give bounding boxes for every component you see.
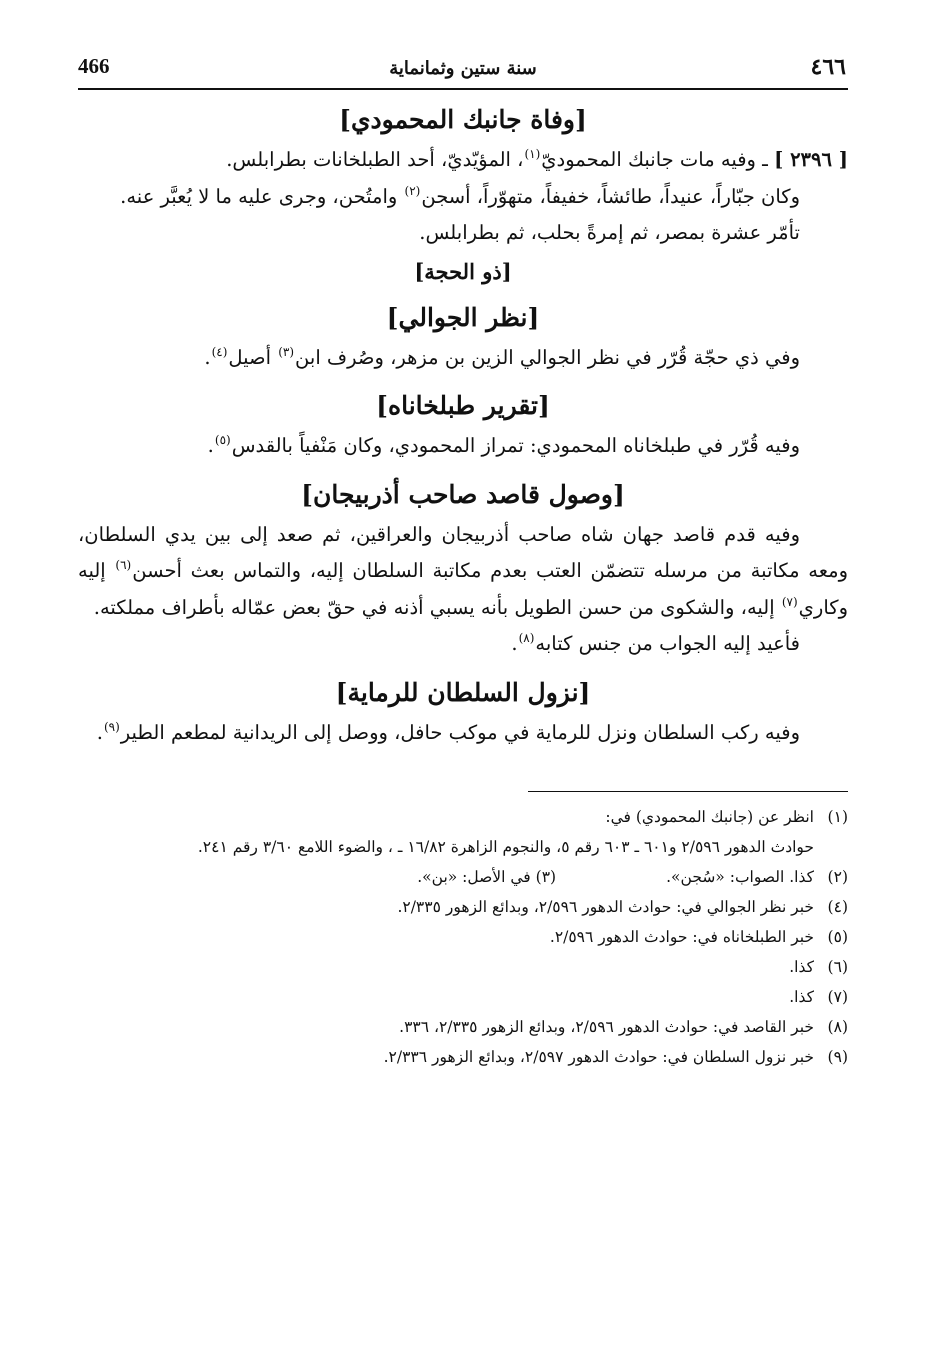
footnote-ref-5[interactable]: (٥) [214, 433, 231, 447]
footnote-4 [78, 892, 848, 922]
footnote-ref-8[interactable]: (٨) [518, 631, 535, 645]
footnote-ref-1[interactable]: (١) [524, 147, 541, 161]
entry-paragraph-2396 [78, 142, 848, 179]
paragraph-character [78, 179, 848, 216]
footnote-text: كذا. الصواب: «سُجن». [666, 868, 814, 886]
footnote-ref-9[interactable]: (٩) [103, 719, 120, 734]
footnote-marker: (٨) [827, 1018, 848, 1036]
section-heading-death-janibak: [وفاة جانبك المحمودي] [339, 105, 587, 134]
footnote-text: كذا. [789, 958, 814, 976]
paragraph-text: . [511, 632, 518, 655]
paragraph-jawali [78, 340, 848, 377]
paragraph-text: ـ وفيه مات جانبك المحموديّ [541, 148, 775, 171]
running-title: سنة ستين وثمانماية [389, 58, 537, 79]
paragraph-reply [78, 626, 848, 663]
footnote-marker: (٣) [535, 868, 557, 886]
footnote-text: خبر الطبلخاناه في: حوادث الدهور ٢/٥٩٦. [549, 928, 814, 946]
paragraph-text: . [204, 345, 211, 369]
footnotes [78, 802, 848, 1072]
section-heading-envoy: [وصول قاصد صاحب أذربيجان] [301, 479, 625, 509]
footnote-9 [78, 1042, 848, 1072]
entry-number: [ ٢٣٩٦ ] [774, 148, 848, 171]
page-number-arabic: ٤٦٦ [810, 54, 846, 80]
book-page [78, 46, 848, 1346]
footnote-divider [528, 791, 848, 792]
month-heading: [ذو الحجة] [414, 258, 512, 284]
footnote-text: انظر عن (جانبك المحمودي) في: [605, 808, 814, 826]
footnote-ref-3[interactable]: (٣) [278, 344, 295, 359]
footnote-text: خبر نزول السلطان في: حوادث الدهور ٢/٥٩٧، وبدائع الزهور ٢/٣٣٦. [383, 1048, 814, 1066]
page-number-latin: 466 [78, 54, 110, 78]
paragraph-career [78, 215, 848, 252]
paragraph-tablakhanah [78, 428, 848, 465]
section-heading-archery: [نزول السلطان للرماية] [335, 677, 591, 707]
footnote-text: في الأصل: «بن». [417, 868, 531, 886]
footnote-marker: (٩) [827, 1048, 848, 1066]
footnote-marker: (٥) [827, 928, 848, 946]
paragraph-text: . [96, 720, 103, 744]
footnote-6 [78, 952, 848, 982]
footnote-1-continuation [78, 832, 848, 862]
footnote-7 [78, 982, 848, 1012]
paragraph-envoy [78, 517, 848, 627]
footnote-marker: (٤) [827, 898, 848, 916]
footnote-marker: (١) [827, 808, 848, 826]
paragraph-text: . [207, 434, 214, 457]
paragraph-text: وامتُحن، وجرى عليه ما لا يُعبَّر عنه. [120, 184, 404, 208]
footnote-ref-4[interactable]: (٤) [211, 344, 228, 359]
footnote-5 [78, 922, 848, 952]
paragraph-text: وكان جبّاراً، عنيداً، طائشاً، خفيفاً، متهوّراً، أسجن [421, 184, 800, 208]
footnote-marker: (٢) [827, 868, 848, 886]
paragraph-archery [78, 715, 848, 752]
paragraph-text: أصيل [228, 345, 278, 369]
footnote-8 [78, 1012, 848, 1042]
paragraph-text: وفي ذي حجّة قُرّر في نظر الجوالي الزين بن مزهر، وصُرف ابن [295, 345, 800, 369]
paragraph-text: فأعيد إليه الجواب من جنس كتابه [535, 632, 800, 655]
section-heading-tablakhanah: [تقرير طبلخاناه] [376, 391, 550, 420]
footnote-text: كذا. [789, 988, 814, 1006]
footnote-ref-2[interactable]: (٢) [404, 183, 421, 198]
footnote-marker: (٧) [827, 988, 848, 1006]
paragraph-text: تأمّر عشرة بمصر، ثم إمرةً بحلب، ثم بطرابلس. [419, 221, 800, 244]
footnote-ref-6[interactable]: (٦) [115, 558, 132, 572]
paragraph-text: وفيه قدم قاصد جهان شاه صاحب أذربيجان والعراقين، ثم صعد إلى بين يدي السلطان، ومعه مكاتبة من مرسله تتضمّن العتب بعدم مكاتبة السلطان إليه، والتماس بعث أحسن [78, 522, 848, 582]
section-heading-jawali: [نظر الجوالي] [386, 302, 540, 332]
footnote-1 [78, 802, 848, 832]
paragraph-text: إليه وكاري [78, 559, 848, 619]
paragraph-text: ، المؤيّديّ، أحد الطبلخانات بطرابلس. [226, 148, 524, 171]
footnote-ref-7[interactable]: (٧) [781, 594, 798, 609]
paragraph-text: وفيه ركب السلطان ونزل للرماية في موكب حافل، ووصل إلى الريدانية لمطعم الطير [120, 720, 800, 744]
footnote-marker: (٦) [827, 958, 848, 976]
paragraph-text: وفيه قُرّر في طبلخاناه المحمودي: تمراز المحمودي، وكان مَنْفياً بالقدس [231, 434, 800, 457]
footnote-text: خبر القاصد في: حوادث الدهور ٢/٥٩٦، وبدائع الزهور ٢/٣٣٥، ٣٣٦. [399, 1018, 814, 1036]
footnote-text: حوادث الدهور ٢/٥٩٦ و٦٠١ ـ ٦٠٣ رقم ٥، والنجوم الزاهرة ١٦/٨٢ ـ ، والضوء اللامع ٣/٦٠ رقم ٢٤١. [197, 838, 814, 856]
footnote-text: خبر نظر الجوالي في: حوادث الدهور ٢/٥٩٦، وبدائع الزهور ٢/٣٣٥. [397, 898, 814, 916]
footnote-2-3 [78, 862, 848, 892]
running-header [78, 46, 848, 90]
paragraph-text: إليه، والشكوى من حسن الطويل بأنه يسبي أذنه في حقّ بعض عمّاله بأطراف مملكته. [93, 595, 781, 619]
